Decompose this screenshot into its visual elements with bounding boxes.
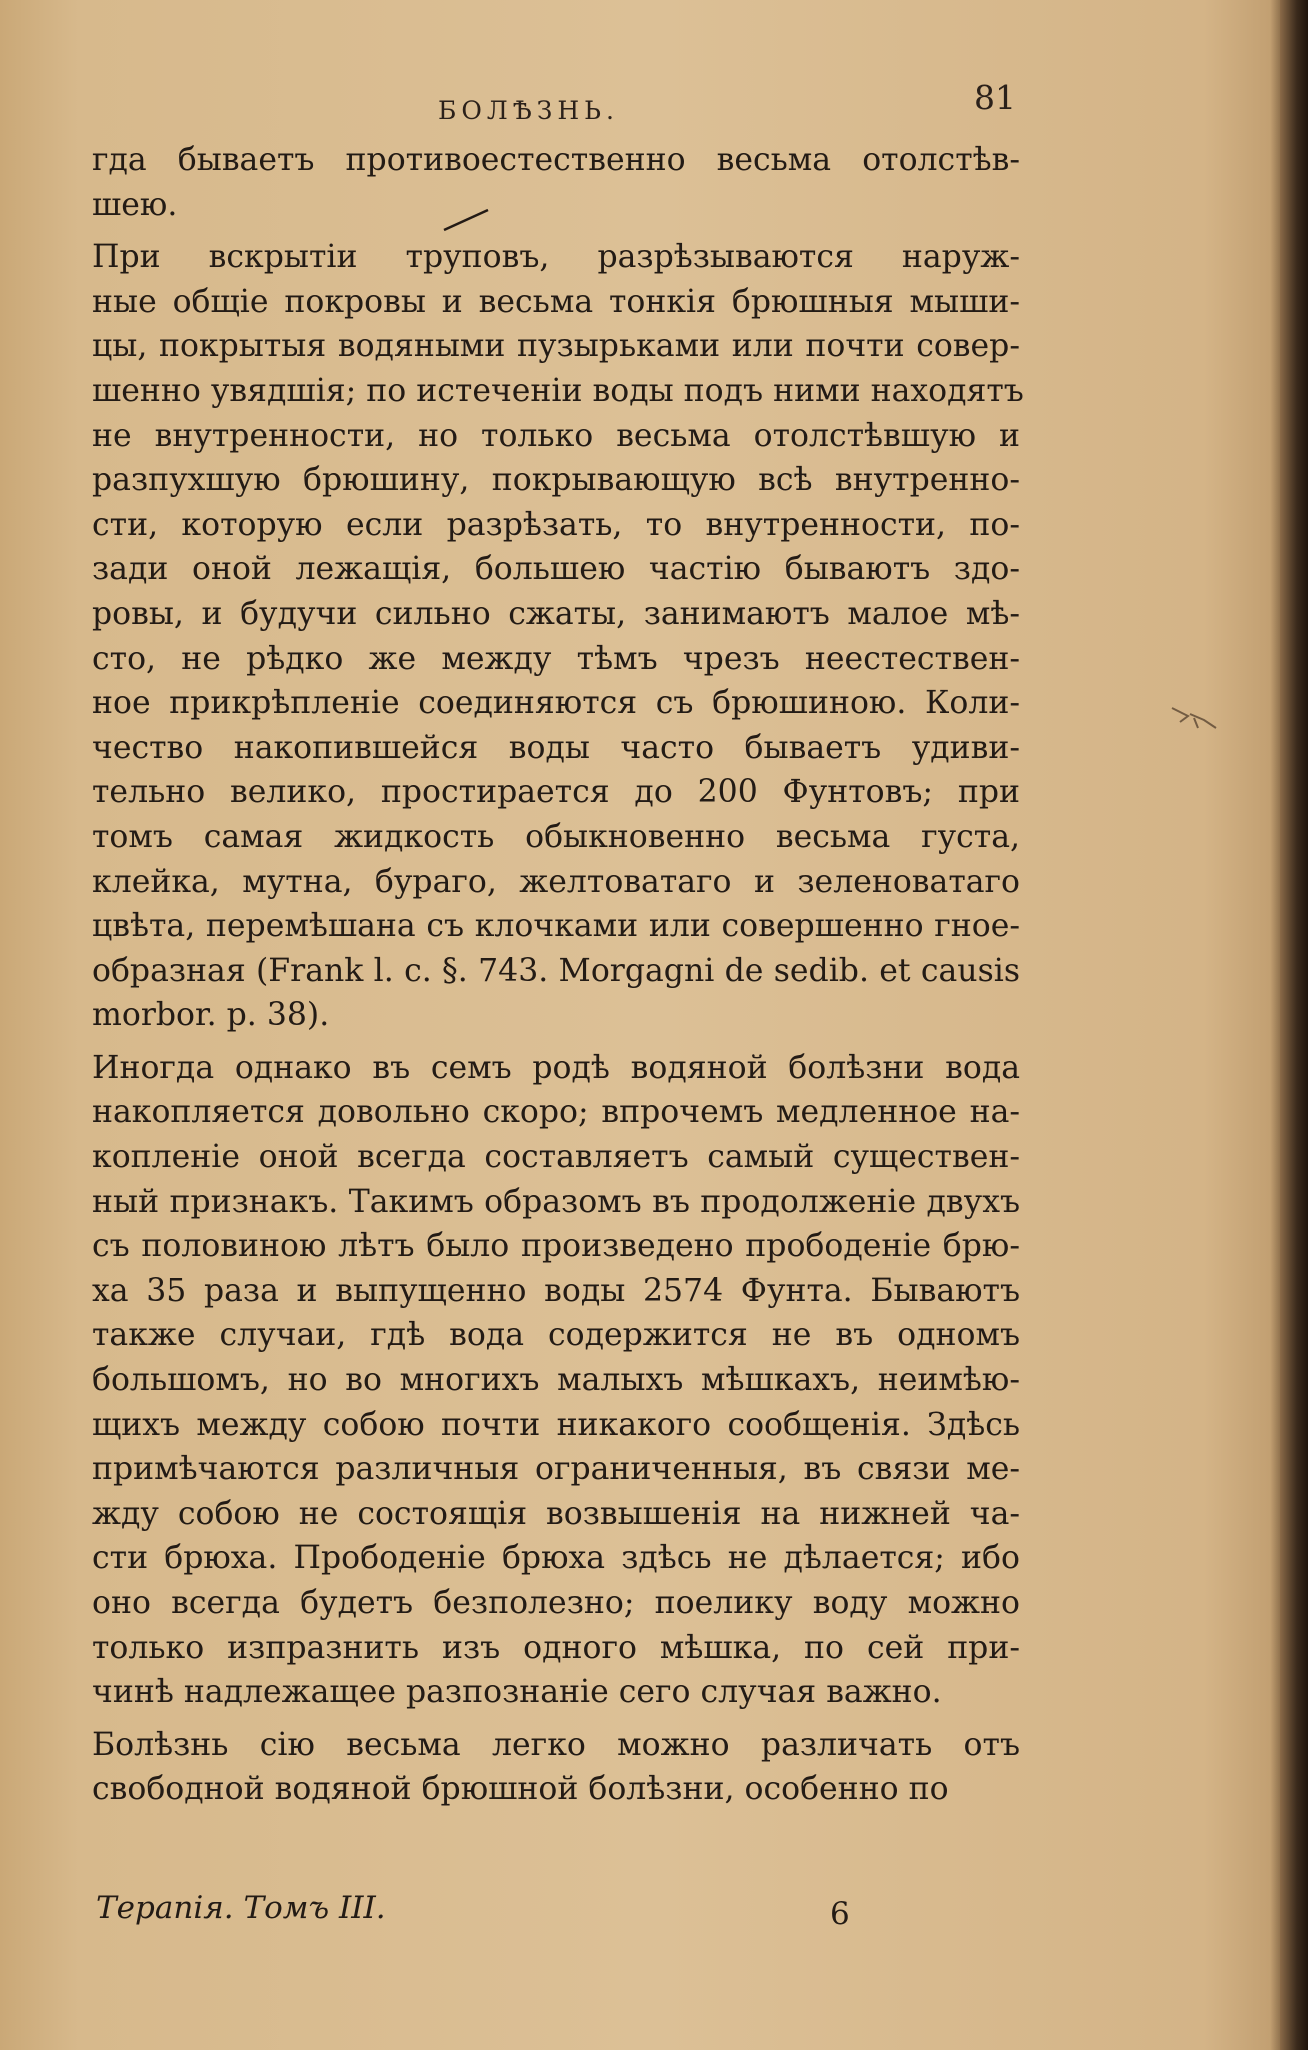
text-line: Болѣзнь сію весьма легко можно различать отъ <box>92 1726 1020 1763</box>
text-line: чинѣ надлежащее разпознаніе сего случая важно. <box>92 1674 942 1711</box>
sheet-number: 6 <box>830 1896 850 1932</box>
page-footer <box>96 1890 856 1934</box>
text-line: шенно увядшія; по истеченіи воды подъ ними находятъ <box>92 372 1024 409</box>
text-line: ный признакъ. Такимъ образомъ въ продолженіе двухъ <box>92 1183 1020 1220</box>
paragraph <box>92 235 1024 1038</box>
page-edge-shadow <box>1270 0 1280 2050</box>
text-line: morbor. p. 38). <box>92 997 330 1034</box>
text-line: ровы, и будучи сильно сжаты, занимаютъ малое мѣ- <box>92 595 1020 632</box>
text-line: съ половиною лѣтъ было произведено прободеніе брю- <box>92 1228 1020 1265</box>
text-line: сти брюха. Прободеніе брюха здѣсь не дѣлается; ибо <box>92 1540 1020 1577</box>
paragraph <box>92 138 1020 227</box>
page-number: 81 <box>974 78 1016 117</box>
text-line: томъ самая жидкость обыкновенно весьма густа, <box>92 818 1020 855</box>
text-line: цы, покрытыя водяными пузырьками или почти совер- <box>92 328 1020 365</box>
running-head: БОЛѢЗНЬ. <box>438 96 619 125</box>
text-line: клейка, мутна, бураго, желтоватаго и зеленоватаго <box>92 863 1020 900</box>
text-line: гда бываетъ противоестественно весьма отолстѣв- <box>92 142 1020 178</box>
text-line: накопляется довольно скоро; впрочемъ медленное на- <box>92 1094 1020 1131</box>
text-line: свободной водяной брюшной болѣзни, особенно по <box>92 1771 949 1808</box>
text-line: оно всегда будетъ безполезно; поелику воду можно <box>92 1585 1020 1621</box>
text-line: цвѣта, перемѣшана съ клочками или совершенно гное- <box>92 908 1020 945</box>
text-line: тельно велико, простирается до 200 Фунтовъ; при <box>92 774 1020 811</box>
text-line: жду собою не состоящія возвышенія на нижней ча- <box>92 1495 1020 1532</box>
text-line: ха 35 раза и выпущенно воды 2574 Фунта. Бываютъ <box>92 1272 1020 1309</box>
text-line: шею. <box>92 186 178 223</box>
text-line: Иногда однако въ семъ родѣ водяной болѣзни вода <box>92 1049 1020 1086</box>
ink-smudge <box>1168 698 1220 734</box>
text-line: ные общіе покровы и весьма тонкія брюшныя мыши- <box>92 283 1020 320</box>
text-line: образная (Frank l. c. §. 743. Morgagni de sedib. et causis <box>92 952 1020 989</box>
text-line: примѣчаются различныя ограниченныя, въ связи ме- <box>92 1451 1020 1488</box>
text-line: чество накопившейся воды часто бываетъ удиви- <box>92 729 1020 766</box>
text-line: При вскрытіи труповъ, разрѣзываются наруж- <box>92 239 1020 276</box>
text-line: не внутренности, но только весьма отолстѣвшую и <box>92 417 1020 454</box>
text-line: копленіе оной всегда составляетъ самый существен- <box>92 1139 1020 1176</box>
book-edge <box>1280 0 1308 2050</box>
text-line: большомъ, но во многихъ малыхъ мѣшкахъ, неимѣю- <box>92 1362 1020 1399</box>
signature-mark: Терапія. Томъ III. <box>96 1890 386 1926</box>
text-line: разпухшую брюшину, покрывающую всѣ внутренно- <box>92 462 1020 499</box>
text-line: только изпразнить изъ одного мѣшка, по сей при- <box>92 1629 1020 1666</box>
text-line: также случаи, гдѣ вода содержится не въ одномъ <box>92 1317 1020 1354</box>
text-line: сто, не рѣдко же между тѣмъ чрезъ неестествен- <box>92 640 1020 677</box>
text-line: зади оной лежащія, большею частію бываютъ здо- <box>92 551 1020 588</box>
page-header <box>90 78 1020 128</box>
text-line: сти, которую если разрѣзать, то внутренности, по- <box>92 506 1020 543</box>
paragraph <box>92 1723 1020 1812</box>
text-line: щихъ между собою почти никакого сообщенія. Здѣсь <box>92 1406 1020 1443</box>
paragraph <box>92 1046 1020 1715</box>
body-text <box>92 138 1024 1812</box>
text-line: ное прикрѣпленіе соединяются съ брюшиною. Коли- <box>92 685 1020 722</box>
